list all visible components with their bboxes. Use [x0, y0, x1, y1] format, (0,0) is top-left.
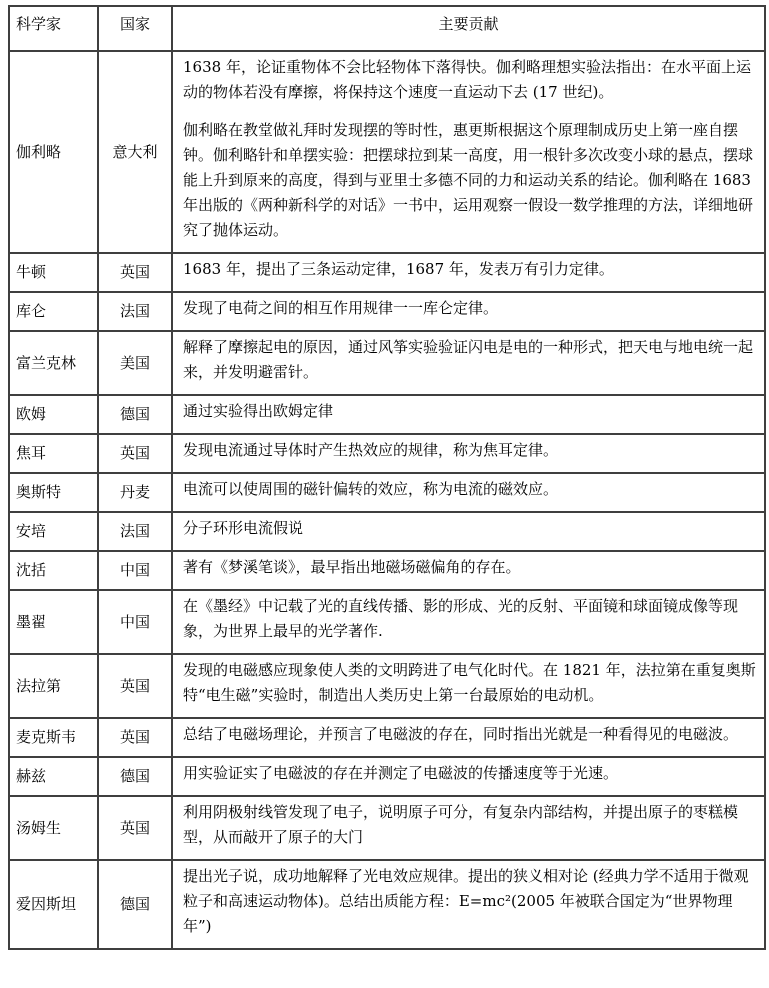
- contribution-cell: [172, 796, 765, 860]
- contribution-paragraph: 在《墨经》中记载了光的直线传播、影的形成、光的反射、平面镜和球面镜成像等现象，为世界上最早的光学著作.: [183, 597, 739, 640]
- table-row: [9, 512, 765, 551]
- contribution-paragraph: 发现的电磁感应现象使人类的文明跨进了电气化时代。在 1821 年，法拉第在重复奥斯特“电生磁”实验时，制造出人类历史上第一台最原始的电动机。: [183, 661, 756, 704]
- country-cell: 英国: [98, 654, 172, 718]
- contribution-cell: [172, 860, 765, 949]
- table-row: [9, 395, 765, 434]
- header-country: 国家: [98, 6, 172, 51]
- scientist-cell: 麦克斯韦: [9, 718, 98, 757]
- scientist-cell: 伽利略: [9, 51, 98, 253]
- contribution-paragraph: 电流可以使周围的磁针偏转的效应，称为电流的磁效应。: [183, 480, 559, 498]
- country-cell: 法国: [98, 512, 172, 551]
- contribution-cell: [172, 434, 765, 473]
- scientist-cell: 奥斯特: [9, 473, 98, 512]
- scientist-cell: 沈括: [9, 551, 98, 590]
- country-cell: 英国: [98, 796, 172, 860]
- contribution-paragraph: 用实验证实了电磁波的存在并测定了电磁波的传播速度等于光速。: [183, 764, 619, 782]
- table-row: [9, 331, 765, 395]
- country-cell: 英国: [98, 253, 172, 292]
- table-row: [9, 292, 765, 331]
- contribution-cell: [172, 718, 765, 757]
- scientist-cell: 爱因斯坦: [9, 860, 98, 949]
- table-body: [9, 51, 765, 949]
- table-row: [9, 51, 765, 253]
- contribution-paragraph: 解释了摩擦起电的原因，通过风筝实验验证闪电是电的一种形式，把天电与地电统一起来，并发明避雷针。: [183, 338, 754, 381]
- country-cell: 中国: [98, 590, 172, 654]
- table-row: [9, 253, 765, 292]
- country-cell: 意大利: [98, 51, 172, 253]
- contribution-cell: [172, 253, 765, 292]
- contribution-paragraph: 利用阴极射线管发现了电子，说明原子可分，有复杂内部结构，并提出原子的枣糕模型，从而敲开了原子的大门: [183, 803, 739, 846]
- contribution-paragraph: 著有《梦溪笔谈》，最早指出地磁场磁偏角的存在。: [183, 558, 521, 576]
- table-header: [9, 6, 765, 51]
- contribution-cell: [172, 473, 765, 512]
- contribution-paragraph: 伽利略在教堂做礼拜时发现摆的等时性，惠更斯根据这个原理制成历史上第一座自摆钟。伽利略针和单摆实验：把摆球拉到某一高度，用一根针多次改变小球的悬点，摆球能上升到原来的高度，得到与亚里士多德不同的力和运动关系的结论。伽利略在 1683 年出版的《两种新科学的对话》一书中，运用观察一假设一数学推理的方法，详细地研究了抛体运动。: [183, 121, 754, 239]
- scientist-cell: 欧姆: [9, 395, 98, 434]
- country-cell: 丹麦: [98, 473, 172, 512]
- country-cell: 德国: [98, 757, 172, 796]
- table-row: [9, 796, 765, 860]
- scientist-cell: 汤姆生: [9, 796, 98, 860]
- header-contribution: 主要贡献: [172, 6, 765, 51]
- table-row: [9, 654, 765, 718]
- contribution-cell: [172, 395, 765, 434]
- contribution-cell: [172, 590, 765, 654]
- scientist-cell: 安培: [9, 512, 98, 551]
- contribution-paragraph: 发现了电荷之间的相互作用规律一一库仑定律。: [183, 299, 499, 317]
- contribution-cell: [172, 654, 765, 718]
- contribution-cell: [172, 51, 765, 253]
- table-row: [9, 590, 765, 654]
- country-cell: 德国: [98, 860, 172, 949]
- contribution-paragraph: 1683 年，提出了三条运动定律，1687 年，发表万有引力定律。: [183, 260, 614, 278]
- scientists-table: [8, 5, 766, 950]
- contribution-paragraph: 分子环形电流假说: [183, 519, 304, 537]
- scientist-cell: 库仑: [9, 292, 98, 331]
- contribution-paragraph: 提出光子说，成功地解释了光电效应规律。提出的狭义相对论 (经典力学不适用于微观粒子和高速运动物体)。总结出质能方程：E=mc²(2005 年被联合国定为“世界物理年”): [183, 867, 749, 935]
- header-row: [9, 6, 765, 51]
- scientist-cell: 赫兹: [9, 757, 98, 796]
- header-scientist: 科学家: [9, 6, 98, 51]
- country-cell: 英国: [98, 434, 172, 473]
- table-row: [9, 757, 765, 796]
- contribution-paragraph: 总结了电磁场理论，并预言了电磁波的存在，同时指出光就是一种看得见的电磁波。: [183, 725, 739, 743]
- country-cell: 美国: [98, 331, 172, 395]
- contribution-cell: [172, 292, 765, 331]
- contribution-cell: [172, 757, 765, 796]
- contribution-cell: [172, 551, 765, 590]
- country-cell: 中国: [98, 551, 172, 590]
- contribution-cell: [172, 331, 765, 395]
- country-cell: 法国: [98, 292, 172, 331]
- table-row: [9, 434, 765, 473]
- contribution-paragraph: 通过实验得出欧姆定律: [183, 402, 334, 420]
- contribution-paragraph: 1638 年，论证重物体不会比轻物体下落得快。伽利略理想实验法指出：在水平面上运动的物体若没有摩擦，将保持这个速度一直运动下去 (17 世纪)。: [183, 58, 751, 101]
- scientist-cell: 牛顿: [9, 253, 98, 292]
- country-cell: 德国: [98, 395, 172, 434]
- scientist-cell: 墨翟: [9, 590, 98, 654]
- contribution-paragraph: 发现电流通过导体时产生热效应的规律，称为焦耳定律。: [183, 441, 559, 459]
- table-row: [9, 718, 765, 757]
- table-row: [9, 473, 765, 512]
- contribution-cell: [172, 512, 765, 551]
- scientist-cell: 富兰克林: [9, 331, 98, 395]
- country-cell: 英国: [98, 718, 172, 757]
- table-row: [9, 551, 765, 590]
- scientist-cell: 焦耳: [9, 434, 98, 473]
- table-row: [9, 860, 765, 949]
- scientist-cell: 法拉第: [9, 654, 98, 718]
